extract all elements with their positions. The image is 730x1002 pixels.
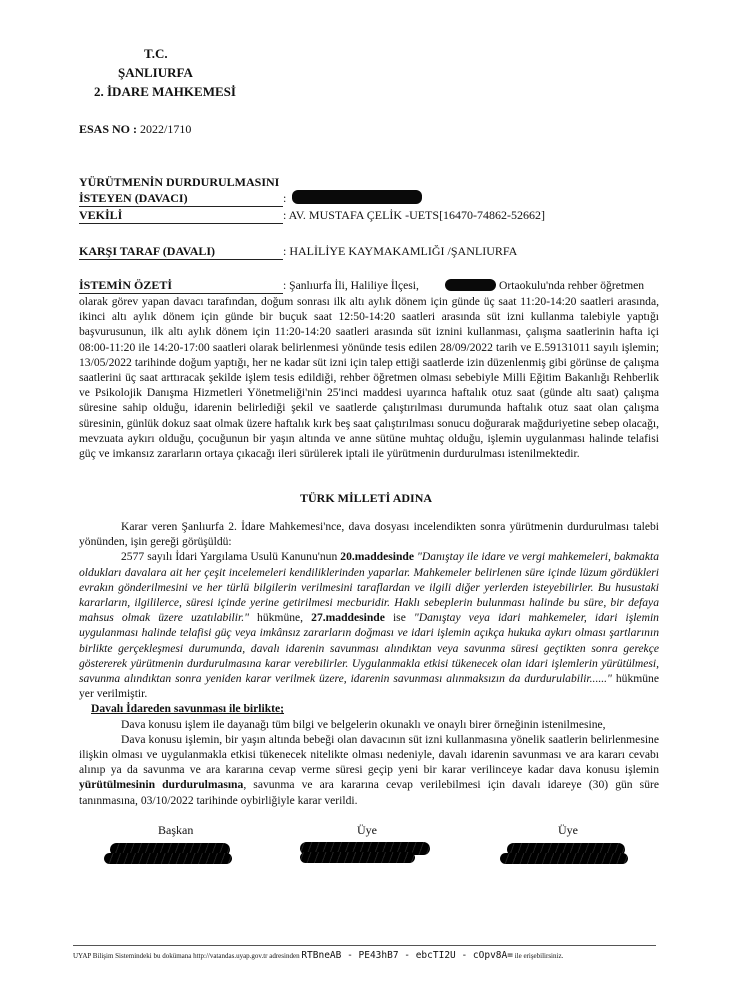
ozet-first-line-b: Ortaokulu'nda rehber öğretmen: [499, 279, 645, 292]
header-city: ŞANLIURFA: [118, 65, 193, 80]
signature-uye1-label: Üye: [357, 823, 377, 837]
signature-redaction-uye2-2: [500, 853, 628, 864]
signature-uye2-label: Üye: [558, 823, 578, 837]
decision-body: [79, 519, 659, 808]
p4-decision: yürütülmesinin durdurulmasına: [79, 778, 244, 792]
karsi-taraf-underline: [79, 259, 283, 260]
p2-h: hükmüne yer verilmiştir.: [79, 672, 659, 701]
header-court: 2. İDARE MAHKEMESİ: [94, 84, 236, 99]
signature-baskan-label: Başkan: [158, 823, 194, 837]
nation-title: TÜRK MİLLETİ ADINA: [300, 491, 433, 505]
footer-suffix: ile erişebilirsiniz.: [514, 952, 564, 960]
footer-rule: [73, 945, 656, 946]
vekili-value: : AV. MUSTAFA ÇELİK -UETS[16470-74862-52662]: [283, 208, 546, 222]
p2-article-27: 27.maddesinde: [311, 611, 385, 625]
p2-article-20: 20.maddesinde: [340, 550, 415, 564]
p4-a: Dava konusu işlemin, bir yaşın altında bebeği olan davacının süt izni kullanmasına yönelik saatlerin belirlenmesine ilişkin olması ve uygulanmakla etkisi tükenecek nitelikte olması nedeniyle, davalı idarenin savunması ve ara kararı cevabı alınıp ya da savunma ve ara kararına cevap verme süresi geçip yeni bir karar verilinceye kadar dava konusu işlemin: [79, 732, 659, 777]
vekili-label: VEKİLİ: [79, 208, 123, 222]
paragraph-2: [79, 549, 659, 701]
p4-c: , savunma ve ara kararına cevap verilebilmesi için davalı idareye (30) gün süre tanınmasına, 03/10/2022 tarihinde oybirliğiyle karar verildi.: [79, 778, 660, 807]
footer: [73, 950, 563, 961]
ozet-label: İSTEMİN ÖZETİ: [79, 278, 173, 292]
durdurma-label: YÜRÜTMENİN DURDURULMASINI: [79, 175, 280, 189]
footer-code: RTBneAB - PE43hB7 - ebcTI2U - cOpv8A=: [301, 950, 513, 961]
p2-f: ise: [384, 611, 414, 625]
redaction-davaci: [292, 190, 422, 204]
signature-redaction-uye1-2: [300, 852, 415, 863]
esas-label: ESAS NO :: [79, 122, 138, 136]
paragraph-4: [79, 732, 659, 808]
sub-heading: Davalı İdareden savunması ile birlikte;: [91, 702, 285, 716]
ozet-first-line-a: : Şanlıurfa İli, Haliliye İlçesi,: [283, 279, 419, 292]
summary-body: olarak görev yapan davacı tarafından, doğum sonrası ilk altı aylık dönem için günde üç saat 11:20-14:20 saatleri arasında, ikinci altı aylık dönem için günde bir buçuk saat 12:50-14:20 saatleri arasında süt izni kullanma talebiyle yaptığı başvurusunun, ilk altı aylık dönem için 11:20-14:20 saatleri arasında süt iznini kullanması, çalışma saatlerinin hafta içi 08:00-11:20 ile 14:20-17:00 saatleri olarak belirlenmesi yönünde tesis edilen 28/09/2022 tarih ve E.59131011 sayılı işlemin; 13/05/2022 tarihinde doğum yaptığı, her ne kadar süt izni için talep ettiği saatlerde izin düzenlenmiş gibi görünse de çalışma saatlerini üç saat arttıracak şekilde işlem tesis edildiği, rehber öğretmen olması sebebiyle Milli Eğitim Bakanlığı Rehberlik ve Psikolojik Danışma Hizmetleri Yönetmeliği'nin 25'inci maddesi uyarınca haftalık otuz saat (günde altı saat) çalışma süresine sahip olduğu, idarenin belirlediği şekil ve saatlerde çalıştırılması durumunda haftalık otuz saat olan çalışma süresinin, günlük dokuz saat olmak üzere haftalık kırk beş saat çalıştırılması sonucu doğurarak mağduriyetine sebep olacağı, mevzuata aykırı olduğu, çocuğunun bir yaşın altında ve anne sütüne muhtaç olduğu, işlemin uygulanması halinde telafisi güç ve imkansız zararların ortaya çıkacağı ileri sürülerek iptali ile yürütmenin durdurulması istenilmektedir.: [79, 295, 659, 461]
esas-no: [79, 122, 191, 137]
paragraph-1: Karar veren Şanlıurfa 2. İdare Mahkemesi'nce, dava dosyası incelendikten sonra yürütmenin durdurulması talebi yönünden, işin gereği görüşüldü:: [79, 520, 659, 549]
isteyen-value: :: [283, 191, 287, 205]
header-tc: T.C.: [144, 46, 168, 61]
esas-value: 2022/1710: [140, 122, 192, 136]
paragraph-3: Dava konusu işlem ile dayanağı tüm bilgi ve belgelerin okunaklı ve onaylı birer örneğinin istenilmesine,: [121, 717, 606, 731]
p2-quote-20: "Danıştay ile idare ve vergi mahkemeleri, bakmakta oldukları davalara ait her çeşit incelemeleri kendiliklerinden yaparlar. Mahkemeler belirlenen süre içinde lüzum gördükleri evrakın gönderilmesini ve her türlü bilgilerin verilmesini taraflardan ve ilgili diğer yerlerden isteyebilirler. Bu husustaki kararların, ilgililerce, süresi içinde yerine getirilmesi mecburidir. Haklı sebeplerin bulunması halinde bu süre, bir defaya mahsus olmak üzere uzatılabilir.": [79, 550, 659, 625]
summary-text: [79, 294, 659, 461]
p2-a: 2577 sayılı İdari Yargılama Usulü Kanunu'nun: [121, 550, 341, 564]
isteyen-underline: [79, 206, 283, 207]
vekili-underline: [79, 223, 283, 224]
karsi-taraf-label: KARŞI TARAF (DAVALI): [79, 244, 216, 258]
redaction-school: [445, 279, 496, 291]
signature-redaction-baskan-2: [104, 853, 232, 864]
p2-d: hükmüne,: [248, 611, 312, 625]
karsi-taraf-value: : HALİLİYE KAYMAKAMLIĞI /ŞANLIURFA: [283, 244, 518, 258]
isteyen-label: İSTEYEN (DAVACI): [79, 191, 188, 205]
p2-quote-27: "Danıştay veya idari mahkemeler, idari işlemin uygulanması halinde telafisi güç veya imkânsız zararların doğması ve idari işlemin açıkça hukuka aykırı olması şartlarının birlikte gerçekleşmesi durumunda, davalı idarenin savunması alındıktan veya savunma süresi geçtikten sonra gerekçe göstererek yürütmenin durdurulmasına karar verebilirler. Uygulanmakla etkisi tükenecek olan idari işlemlerin yürütülmesi, savunma alındıktan sonra yeniden karar verilmek üzere, idarenin savunması alınmaksızın da durdurulabilir......": [79, 611, 659, 686]
footer-prefix: UYAP Bilişim Sistemindeki bu dokümana http://vatandas.uyap.gov.tr adresinden: [73, 952, 300, 960]
